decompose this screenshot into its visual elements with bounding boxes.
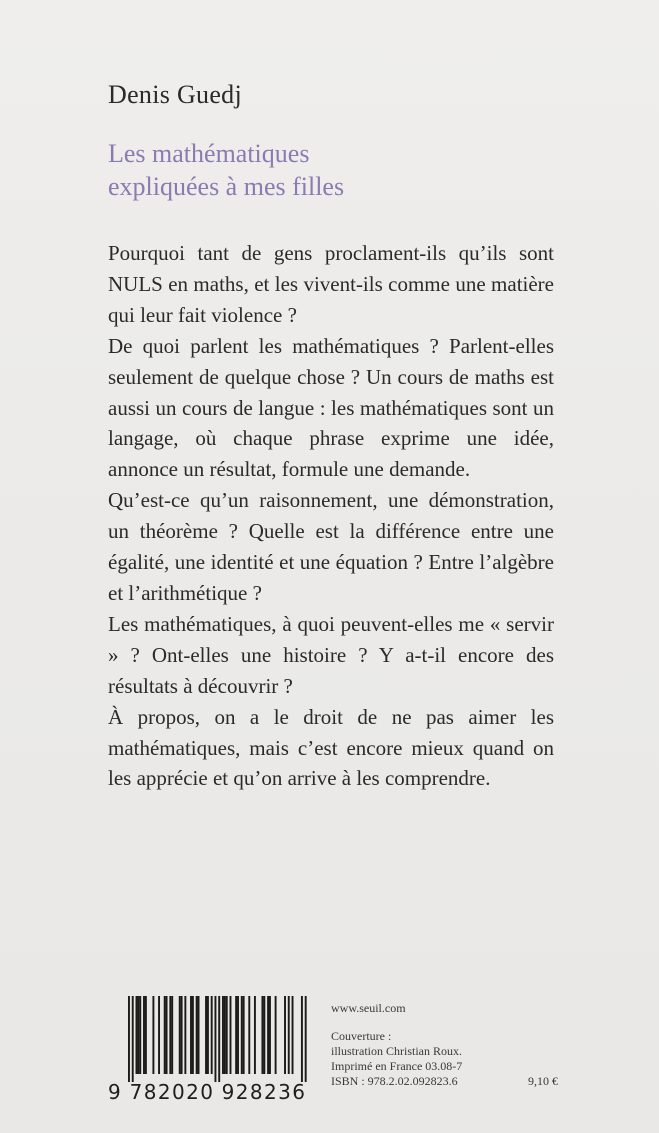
barcode-bar <box>171 996 173 1074</box>
barcode-bar <box>243 996 245 1074</box>
barcode-bar <box>230 996 232 1074</box>
barcode-bar <box>237 996 239 1074</box>
barcode-bar <box>169 996 171 1074</box>
barcode-bar <box>143 996 145 1074</box>
barcode-lead-digit: 9 <box>108 1080 121 1104</box>
barcode-bar <box>164 996 166 1074</box>
barcode-bar <box>284 996 286 1074</box>
barcode-bar <box>275 996 277 1074</box>
publisher-imprint <box>331 1001 561 1089</box>
barcode-bar <box>137 996 139 1074</box>
blurb-text <box>108 238 554 794</box>
author-name: Denis Guedj <box>108 80 242 109</box>
barcode-bar <box>292 996 294 1074</box>
barcode-bar <box>190 996 192 1074</box>
barcode-bar <box>128 996 130 1082</box>
imprint-line: illustration Christian Roux. <box>331 1044 462 1058</box>
barcode-bar <box>179 996 181 1074</box>
price: 9,10 € <box>528 1074 558 1088</box>
barcode-bar <box>263 996 265 1074</box>
barcode-bar <box>269 996 271 1074</box>
barcode-bar <box>301 996 303 1082</box>
barcode-bar <box>235 996 237 1074</box>
barcode-digits <box>108 1080 315 1104</box>
imprint-line: Couverture : <box>331 1029 392 1043</box>
barcode-bar <box>192 996 194 1074</box>
barcode-bar <box>205 996 207 1074</box>
barcode-bar <box>218 996 220 1082</box>
barcode-bar <box>224 996 226 1074</box>
barcode-bar <box>207 996 209 1074</box>
barcode-bar <box>196 996 198 1074</box>
barcode-bar <box>288 996 290 1074</box>
blurb-paragraph: De quoi parlent les mathématiques ? Parlent-elles seulement de quelque chose ? Un cours de maths est aussi un cours de langue : les mathématiques sont un langage, où chaque phrase exprime une idée, annonce un résultat, formule une demande. <box>108 333 554 482</box>
barcode-bar <box>248 996 250 1074</box>
barcode-bar <box>158 996 160 1074</box>
barcode-bar <box>145 996 147 1074</box>
blurb-paragraph: Qu’est-ce qu’un raisonnement, une démonstration, un théorème ? Quelle est la différence entre une égalité, une identité et une équation ? Entre l’algèbre et l’arithmétique ? <box>108 488 554 605</box>
barcode-bar <box>132 996 134 1082</box>
book-title <box>108 137 344 203</box>
title-line: Les mathématiques <box>108 139 310 168</box>
publisher-url: www.seuil.com <box>331 1001 406 1015</box>
barcode-bar <box>226 996 228 1074</box>
barcode-digit-group-left: 782020 <box>129 1080 215 1104</box>
barcode-digit-group-right: 928236 <box>221 1080 307 1104</box>
barcode-bar <box>241 996 243 1074</box>
barcode-bar <box>261 996 263 1074</box>
barcode-bar <box>139 996 141 1074</box>
barcode-bar <box>305 996 307 1082</box>
blurb-paragraph: Les mathématiques, à quoi peuvent-elles me « servir » ? Ont-elles une histoire ? Y a-t-il encore des résultats à découvrir ? <box>108 611 554 698</box>
barcode-bar <box>152 996 154 1074</box>
barcode-bar <box>198 996 200 1074</box>
blurb-paragraph: À propos, on a le droit de ne pas aimer les mathématiques, mais c’est encore mieux quand on les apprécie et qu’on arrive à les comprendre. <box>108 704 554 791</box>
isbn-barcode <box>108 996 315 1104</box>
barcode-bar <box>184 996 186 1074</box>
isbn-number: ISBN : 978.2.02.092823.6 <box>331 1074 458 1088</box>
barcode-bar <box>136 996 138 1074</box>
barcode-bar <box>254 996 256 1074</box>
barcode-bar <box>267 996 269 1074</box>
barcode-bar <box>166 996 168 1074</box>
barcode-bars <box>108 996 315 1082</box>
barcode-bar <box>211 996 213 1074</box>
blurb-paragraph: Pourquoi tant de gens proclament-ils qu’ils sont NULS en maths, et les vivent-ils comme une matière qui leur fait violence ? <box>108 241 554 327</box>
barcode-bar <box>214 996 216 1082</box>
imprint-line: Imprimé en France 03.08-7 <box>331 1059 463 1073</box>
barcode-bar <box>222 996 224 1074</box>
isbn-price-row <box>331 1074 558 1089</box>
barcode-bar <box>181 996 183 1074</box>
title-line: expliquées à mes filles <box>108 172 345 201</box>
